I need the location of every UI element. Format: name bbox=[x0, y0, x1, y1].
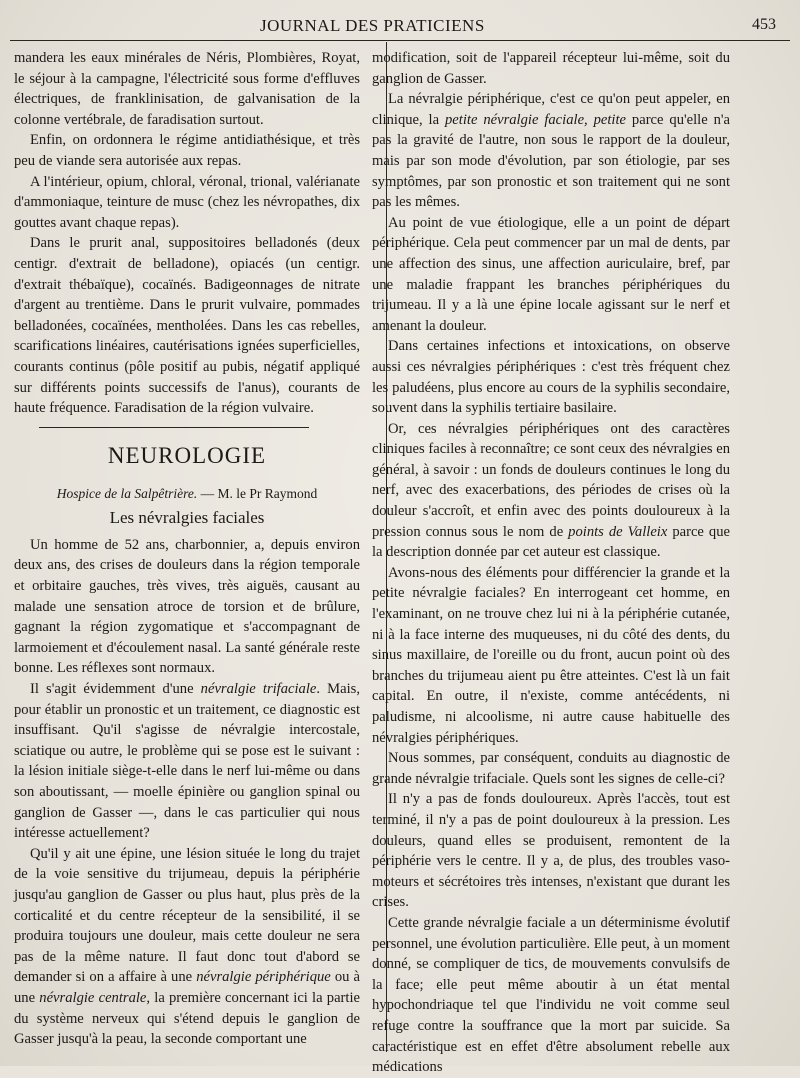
text-run: , la première concernant ici la partie du système nerveux qui s'étend depuis le ganglion de Gasser jusqu'à la peau, la seconde comportant une bbox=[14, 989, 361, 1048]
header-rule bbox=[10, 40, 790, 41]
right-column bbox=[372, 48, 730, 1078]
article-title: Les névralgies faciales bbox=[109, 508, 265, 528]
paragraph: Dans certaines infections et intoxications, on observe aussi ces névralgies périphériques : c'est très fréquent chez les paludéens, plus encore au cours de la syphilis secondaire, souvent dans la syphilis tertiaire basilaire. bbox=[372, 338, 730, 417]
journal-title: JOURNAL DES PRATICIENS bbox=[260, 16, 485, 35]
paragraph: mandera les eaux minérales de Néris, Plombières, Royat, le séjour à la campagne, l'électricité sous forme d'effluves électriques, de franklinisation, de galvanisation de la colonne vertébrale, de faradisation surtout. bbox=[14, 50, 360, 128]
italic-term: points de Valleix bbox=[568, 523, 668, 540]
section-rule bbox=[39, 427, 309, 428]
text-run: . Mais, pour établir un pronostic et un traitement, ce diagnostic est insuffisant. Qu'il s'agisse de névralgie intercostale, sciatique ou autre, le problème qui se pose est le suivant : la lésion initiale siège-t-elle dans le nerf lui-même ou dans son aboutissant, — moelle épinière ou ganglion spinal ou ganglion de Gasser —, dans le cas particulier qui nous intéresse actuellement? bbox=[14, 681, 360, 842]
paragraph: Un homme de 52 ans, charbonnier, a, depuis environ deux ans, des crises de douleurs dans la région temporale et orbitaire gauches, très vives, très aiguës, causant au malade une sensation atroce de torsion et de brûlure, gagnant la région zygomatique et s'accompagnant de larmoiement et d'écoulement nasal. La santé générale reste bonne. Les réflexes sont normaux. bbox=[14, 536, 360, 677]
text-run: Il s'agit évidemment d'une bbox=[30, 681, 201, 698]
paragraph: Il n'y a pas de fonds douloureux. Après l'accès, tout est terminé, il n'y a pas de point douloureux à la pression. Les douleurs, quand elles se produisent, remontent de la périphérie vers le centre. Il y a, de plus, des troubles vaso-moteurs et sécrétoires très intenses, n'existant que durant les crises. bbox=[372, 791, 730, 911]
italic-term: névralgie centrale bbox=[39, 989, 147, 1006]
italic-term: névralgie périphérique bbox=[196, 969, 331, 986]
source-author: — M. le Pr Raymond bbox=[197, 485, 318, 501]
paragraph: Enfin, on ordonnera le régime antidiathésique, et très peu de viande sera autorisée aux repas. bbox=[14, 132, 360, 169]
text-run: Or, ces névralgies périphériques ont des caractères cliniques faciles à reconnaître; ce sont ceux des névralgies en général, à savoir : un fonds de douleurs continues le long du nerf, avec des exacerbations, des périodes de crises où la douleur s'accroît, et enfin avec des points douloureux à la pression connus sous le nom de bbox=[372, 420, 730, 540]
left-column bbox=[14, 48, 360, 1050]
text-run: ou à une bbox=[14, 969, 360, 1006]
paragraph: Nous sommes, par conséquent, conduits au diagnostic de grande névralgie trifaciale. Quels sont les signes de celle-ci? bbox=[372, 750, 730, 787]
text-run: parce que la description donnée par cet auteur est classique. bbox=[372, 523, 730, 561]
paragraph: Dans le prurit anal, suppositoires belladonés (deux centigr. d'extrait de belladone), opiacés (un centigr. d'extrait thébaïque), cocaïnés. Badigeonnages de nitrate d'argent au trentième. Dans le prurit vulvaire, pommades belladonées, cocaïnées, mentholées. Dans les cas rebelles, scarifications linéaires, cautérisations ignées superficielles, courants continus (pôle positif au pubis, négatif appliqué sur différents points successifs de l'anus), courants de haute fréquence. Faradisation de la région vulvaire. bbox=[14, 235, 360, 417]
page-number: 453 bbox=[752, 16, 776, 33]
paragraph: Avons-nous des éléments pour différencier la grande et la petite névralgie faciales? En interrogeant cet homme, en l'examinant, on ne trouve chez lui ni à la périphérie cutanée, ni à la face interne des muqueuses, ni du côté des dents, du sinus maxillaire, de l'oreille ou du front, aucun point où des branches du trijumeau aient pu être atteintes. C'est là un fait capital. En outre, il n'existe, comme antécédents, ni paludisme, ni alcoolisme, ni autre cause habituelle des névralgies périphériques. bbox=[372, 564, 730, 746]
paragraph: Au point de vue étiologique, elle a un point de départ périphérique. Cela peut commencer par un mal de dents, par une affection des sinus, une affection auriculaire, bref, par une maladie frappant les branches périphériques du trijumeau. Il y a là une épine locale agissant sur le nerf et amenant la douleur. bbox=[372, 214, 730, 334]
paragraph: modification, soit de l'appareil récepteur lui-même, soit du ganglion de Gasser. bbox=[372, 50, 730, 87]
paragraph bbox=[14, 844, 360, 1050]
article-source bbox=[14, 484, 360, 505]
paragraph: Cette grande névralgie faciale a un déterminisme évolutif personnel, une évolution particulière. Elle peut, à un moment donné, se compliquer de tics, de mouvements convulsifs de la face; elle peut même aboutir à un état mental hypochondriaque tel que l'individu ne voit comme seul refuge contre la souffrance que la mort par suicide. Sa caractéristique est en effet d'être absolument rebelle aux médications bbox=[372, 914, 730, 1076]
text-run: Qu'il y ait une épine, une lésion située le long du trajet de la voie sensitive du trijumeau, depuis la périphérie jusqu'au ganglion de Gasser ou plus haut, plus près de la corticalité et du centre récepteur de la sensibilité, il se produira toujours une douleur, mais cette douleur ne sera pas de la même nature. Il faut donc tout d'abord se demander si on a affaire à une bbox=[14, 845, 360, 986]
section-title: NEUROLOGIE bbox=[107, 442, 267, 468]
italic-term: névralgie trifaciale bbox=[200, 681, 317, 698]
paragraph bbox=[372, 89, 730, 213]
italic-term: petite névralgie faciale, petite bbox=[445, 111, 627, 128]
paragraph bbox=[14, 679, 360, 844]
text-run: La névralgie périphérique, c'est ce qu'on peut appeler, en clinique, la bbox=[372, 91, 730, 128]
text-run: parce qu'elle n'a pas la gravité de l'autre, non sous le rapport de la douleur, mais par son mode d'évolution, par son étiologie, par ses symptômes, par son pronostic et son traitement qui ne sont pas les mêmes. bbox=[372, 111, 730, 211]
source-place: Hospice de la Salpêtrière. bbox=[56, 485, 198, 501]
paragraph bbox=[372, 419, 730, 563]
running-header bbox=[0, 12, 800, 40]
paragraph: A l'intérieur, opium, chloral, véronal, trional, valérianate d'ammoniaque, teinture de musc (chez les névropathes, dix gouttes avant chaque repas). bbox=[14, 173, 360, 231]
